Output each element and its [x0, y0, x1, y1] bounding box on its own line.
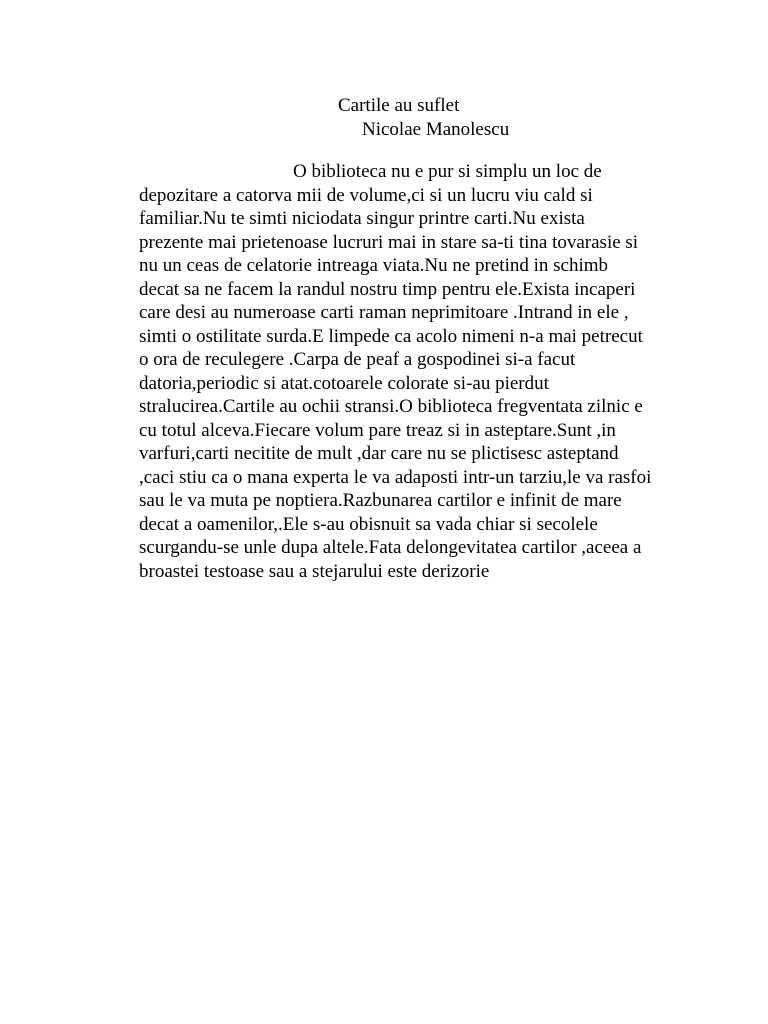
body-line: stralucirea.Cartile au ochii stransi.O biblioteca fregventata zilnic e — [139, 396, 643, 417]
document-author: Nicolae Manolescu — [362, 119, 510, 140]
body-line: cu totul alceva.Fiecare volum pare treaz si in asteptare.Sunt ,in — [139, 419, 616, 441]
body-line: o ora de reculegere .Carpa de peaf a gospodinei si-a facut — [139, 349, 576, 370]
body-line: familiar.Nu te simti niciodata singur printre carti.Nu exista — [139, 208, 585, 229]
body-line: varfuri,carti necitite de mult ,dar care nu se plictisesc asteptand — [139, 443, 619, 464]
body-line: ,caci stiu ca o mana experta le va adaposti intr-un tarziu,le va rasfoi — [139, 466, 652, 488]
body-line: prezente mai prietenoase lucruri mai in stare sa-ti tina tovarasie si — [139, 231, 639, 253]
body-line: broastei testoase sau a stejarului este derizorie — [139, 560, 490, 582]
body-line: scurgandu-se unle dupa altele.Fata delongevitatea cartilor ,aceea a — [139, 537, 642, 558]
body-line: decat sa ne facem la randul nostru timp pentru ele.Exista incaperi — [139, 278, 636, 300]
body-line: sau le va muta pe noptiera.Razbunarea cartilor e infinit de mare — [139, 490, 622, 511]
document-body — [139, 160, 739, 583]
body-line: O biblioteca nu e pur si simplu un loc de — [293, 161, 602, 182]
body-line: decat a oamenilor,.Ele s-au obisnuit sa vada chiar si secolele — [139, 513, 598, 535]
body-line: depozitare a catorva mii de volume,ci si un lucru viu cald si — [139, 184, 593, 206]
document-title: Cartile au suflet — [338, 95, 460, 116]
body-line: care desi au numeroase carti raman neprimitoare .Intrand in ele , — [139, 302, 629, 323]
body-line: simti o ostilitate surda.E limpede ca acolo nimeni n-a mai petrecut — [139, 325, 643, 347]
body-line: datoria,periodic si atat.cotoarele colorate si-au pierdut — [139, 372, 549, 394]
body-line: nu un ceas de celatorie intreaga viata.Nu ne pretind in schimb — [139, 255, 609, 276]
